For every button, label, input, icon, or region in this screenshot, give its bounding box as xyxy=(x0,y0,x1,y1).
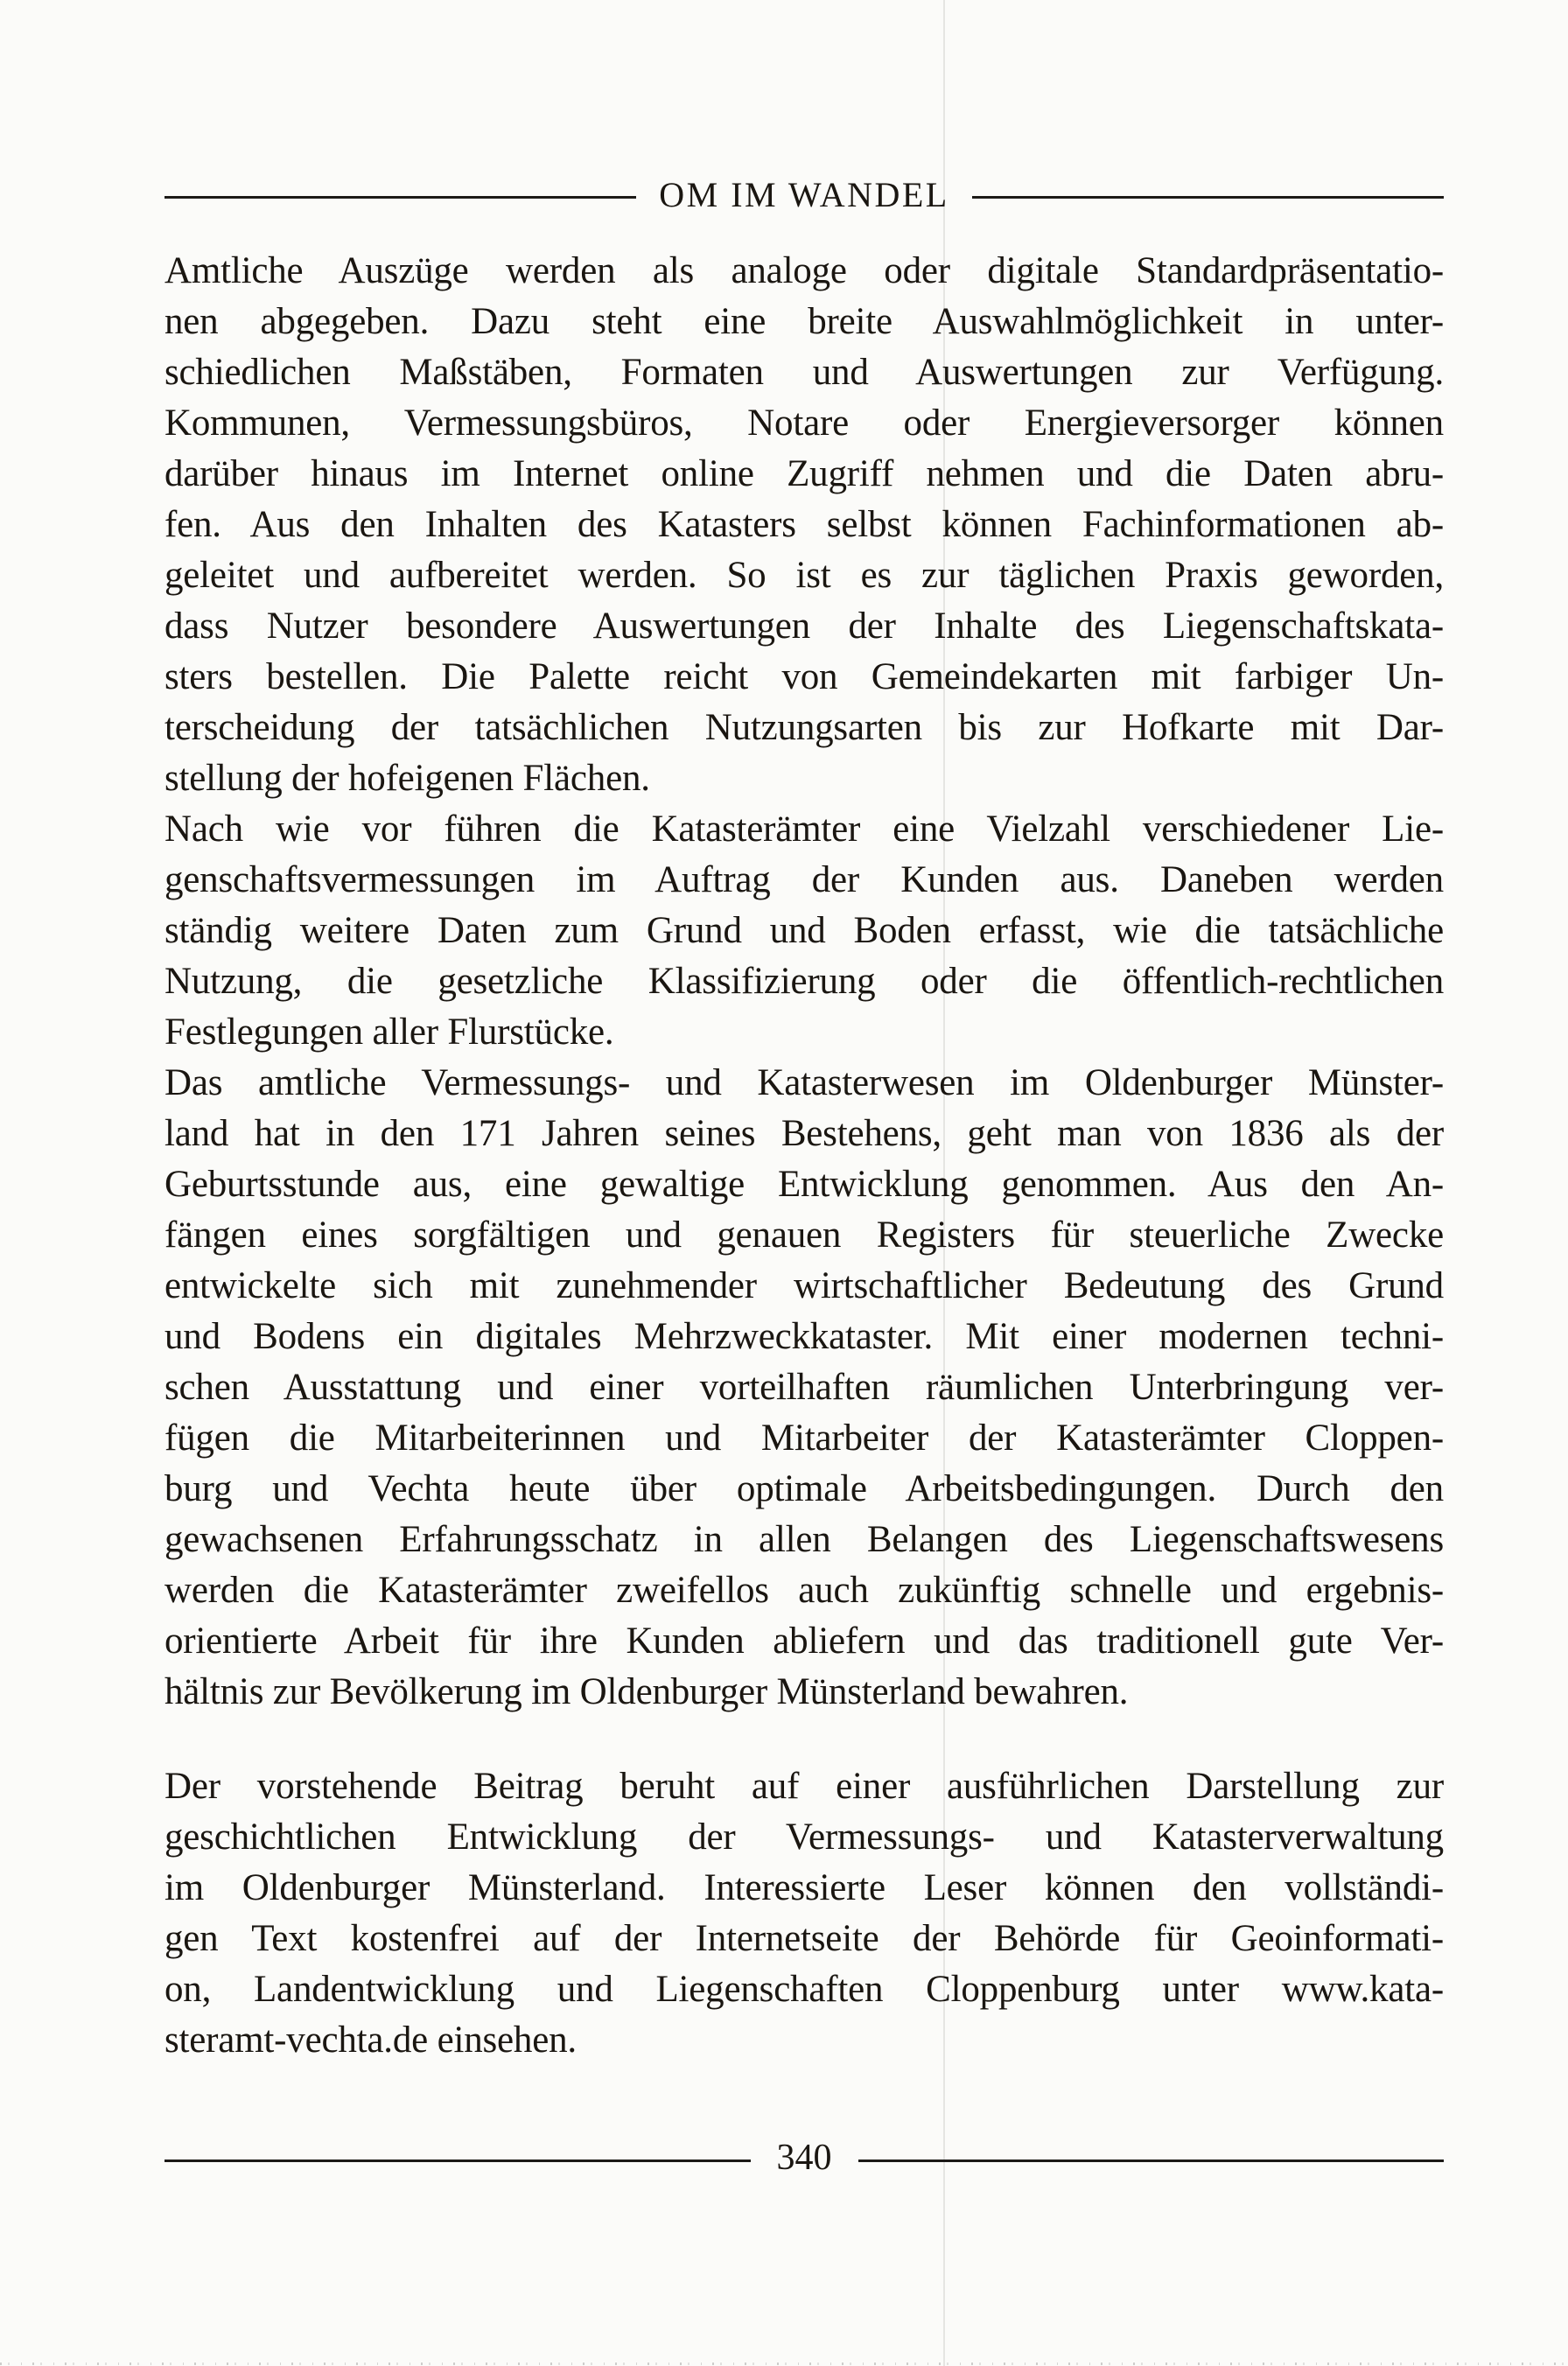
text-line: geschichtlichen Entwicklung der Vermessungs- und Katasterverwaltung xyxy=(164,1816,1444,1858)
paragraph-2 xyxy=(164,804,1444,1058)
text-line: schiedlichen Maßstäben, Formaten und Auswertungen zur Verfügung. xyxy=(164,352,1444,393)
header-rule-left xyxy=(164,196,636,199)
text-line: sters bestellen. Die Palette reicht von Gemeindekarten mit farbiger Un- xyxy=(164,656,1444,697)
text-line: Das amtliche Vermessungs- und Katasterwesen im Oldenburger Münster- xyxy=(164,1062,1444,1103)
text-line: burg und Vechta heute über optimale Arbeitsbedingungen. Durch den xyxy=(164,1468,1444,1509)
text-line: nen abgegeben. Dazu steht eine breite Auswahlmöglichkeit in unter- xyxy=(164,301,1444,342)
text-line: Festlegungen aller Flurstücke. xyxy=(164,1012,614,1053)
text-line: fen. Aus den Inhalten des Katasters selbst können Fachinformationen ab- xyxy=(164,504,1444,545)
text-line: hältnis zur Bevölkerung im Oldenburger Münsterland bewahren. xyxy=(164,1671,1129,1712)
text-line: Der vorstehende Beitrag beruht auf einer ausführlichen Darstellung zur xyxy=(164,1766,1444,1807)
header-rule-right xyxy=(972,196,1444,199)
body-text xyxy=(164,246,1444,2066)
text-line: stellung der hofeigenen Flächen. xyxy=(164,758,650,799)
running-head-title: OM IM WANDEL xyxy=(659,175,949,214)
footer-rule-left xyxy=(164,2160,751,2162)
text-line: on, Landentwicklung und Liegenschaften Cloppenburg unter www.kata- xyxy=(164,1969,1444,2010)
text-line: Nach wie vor führen die Katasterämter eine Vielzahl verschiedener Lie- xyxy=(164,808,1444,850)
text-line: gewachsenen Erfahrungsschatz in allen Belangen des Liegenschaftswesens xyxy=(164,1519,1444,1560)
text-line: land hat in den 171 Jahren seines Bestehens, geht man von 1836 als der xyxy=(164,1113,1444,1154)
text-line: dass Nutzer besondere Auswertungen der Inhalte des Liegenschaftskata- xyxy=(164,606,1444,647)
page-footer xyxy=(164,2138,1444,2179)
paragraph-1 xyxy=(164,246,1444,804)
text-line: fängen eines sorgfältigen und genauen Registers für steuerliche Zwecke xyxy=(164,1214,1444,1256)
text-line: fügen die Mitarbeiterinnen und Mitarbeiter der Katasterämter Cloppen- xyxy=(164,1418,1444,1459)
text-line: geleitet und aufbereitet werden. So ist es zur täglichen Praxis geworden, xyxy=(164,555,1444,596)
text-line: ständig weitere Daten zum Grund und Boden erfasst, wie die tatsächliche xyxy=(164,910,1444,951)
footer-rule-right xyxy=(858,2160,1445,2162)
text-line: Nutzung, die gesetzliche Klassifizierung oder die öffentlich-rechtlichen xyxy=(164,961,1444,1002)
text-line: im Oldenburger Münsterland. Interessierte Leser können den vollständi- xyxy=(164,1867,1444,1908)
paragraph-4 xyxy=(164,1761,1444,2066)
text-line: genschaftsvermessungen im Auftrag der Kunden aus. Daneben werden xyxy=(164,859,1444,900)
text-line: steramt-vechta.de einsehen. xyxy=(164,2020,577,2061)
text-line: entwickelte sich mit zunehmender wirtschaftlicher Bedeutung des Grund xyxy=(164,1265,1444,1306)
text-line: orientierte Arbeit für ihre Kunden abliefern und das traditionell gute Ver- xyxy=(164,1620,1444,1662)
text-line: werden die Katasterämter zweifellos auch zukünftig schnelle und ergebnis- xyxy=(164,1570,1444,1611)
scan-artifact-bottom-edge xyxy=(0,2362,1568,2365)
running-head xyxy=(164,175,1444,214)
text-line: schen Ausstattung und einer vorteilhaften räumlichen Unterbringung ver- xyxy=(164,1367,1444,1408)
text-line: Geburtsstunde aus, eine gewaltige Entwicklung genommen. Aus den An- xyxy=(164,1164,1444,1205)
text-line: Kommunen, Vermessungsbüros, Notare oder Energieversorger können xyxy=(164,402,1444,444)
page-number: 340 xyxy=(776,2138,832,2178)
text-line: Amtliche Auszüge werden als analoge oder digitale Standardpräsentatio- xyxy=(164,250,1444,291)
text-line: gen Text kostenfrei auf der Internetseite der Behörde für Geoinformati- xyxy=(164,1918,1444,1959)
paragraph-3 xyxy=(164,1058,1444,1718)
text-line: terscheidung der tatsächlichen Nutzungsarten bis zur Hofkarte mit Dar- xyxy=(164,707,1444,748)
text-line: und Bodens ein digitales Mehrzweckkataster. Mit einer modernen techni- xyxy=(164,1316,1444,1357)
text-line: darüber hinaus im Internet online Zugriff nehmen und die Daten abru- xyxy=(164,453,1444,494)
